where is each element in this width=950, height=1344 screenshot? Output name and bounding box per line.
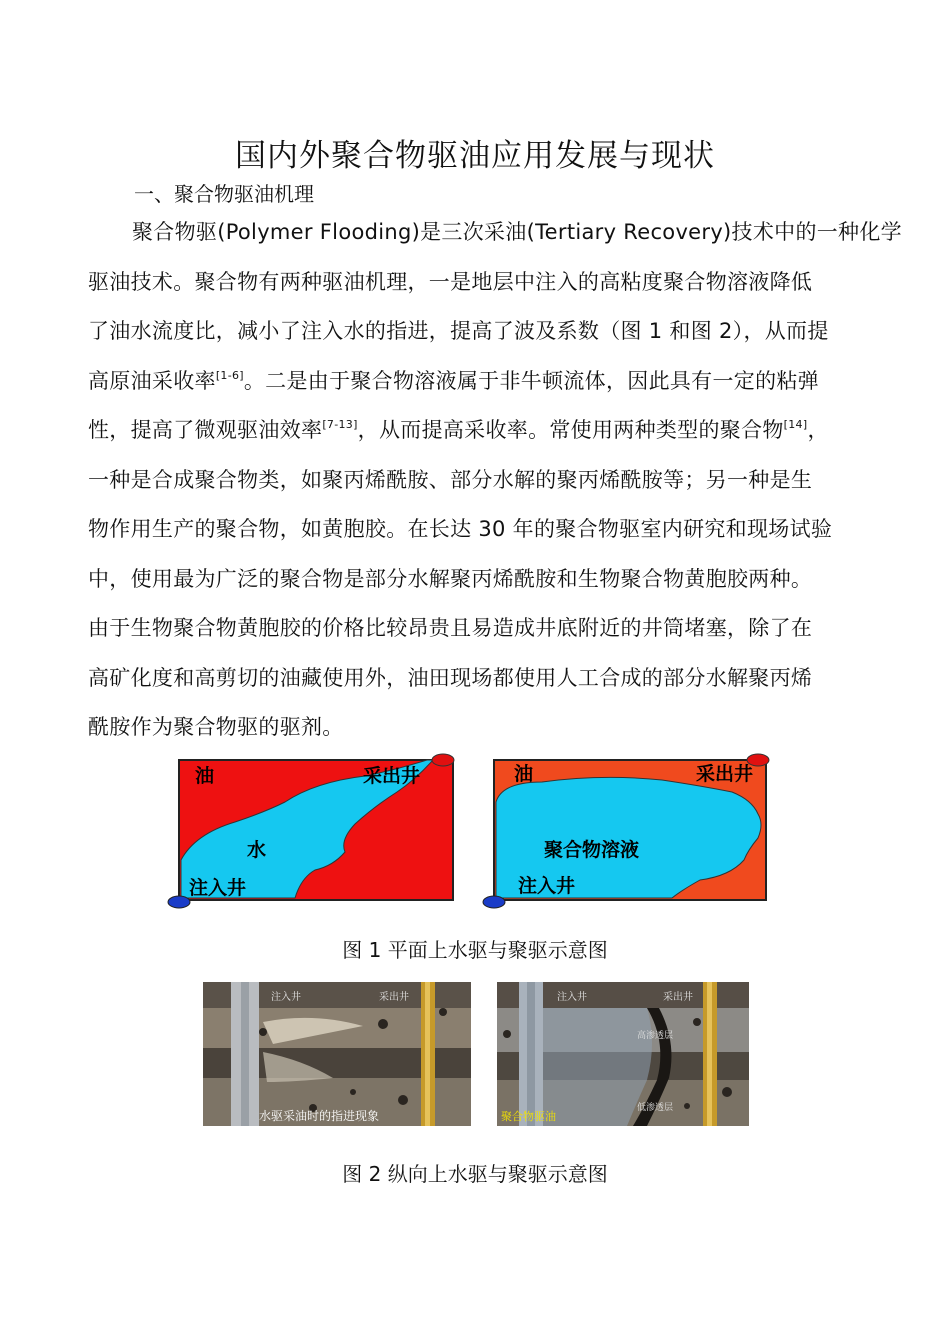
figure1-polymer-flood-diagram [482, 752, 782, 912]
photo-overlay-caption: 聚合物驱油 [501, 1110, 556, 1123]
paragraph-line-1: 聚合物驱(Polymer Flooding)是三次采油(Tertiary Recovery)技术中的一种化学 [132, 220, 902, 244]
paragraph-line-2: 驱油技术。聚合物有两种驱油机理，一是地层中注入的高粘度聚合物溶液降低 [88, 269, 813, 294]
photo-overlay-caption: 水驱采油时的指进现象 [259, 1109, 380, 1123]
citation-ref: [7-13] [322, 418, 358, 431]
label-polymer-solution: 聚合物溶液 [544, 839, 640, 861]
figure2-caption: 图 2 纵向上水驱与聚驱示意图 [342, 1162, 608, 1186]
label-injector-well: 注入井 [518, 875, 576, 897]
photo-label-high-perm-layer: 高渗透层 [637, 1031, 674, 1041]
paragraph-line-11: 酰胺作为聚合物驱的驱剂。 [88, 715, 344, 739]
section-heading: 一、聚合物驱油机理 [134, 182, 314, 206]
figure1-water-flood-diagram [165, 752, 465, 912]
figure1-caption: 图 1 平面上水驱与聚驱示意图 [342, 938, 608, 962]
paragraph-line-10: 高矿化度和高剪切的油藏使用外，油田现场都使用人工合成的部分水解聚丙烯 [88, 665, 813, 690]
paragraph-line-5: 性，提高了微观驱油效率[7-13]，从而提高采收率。常使用两种类型的聚合物[14]， [88, 418, 829, 442]
paragraph-line-8: 中，使用最为广泛的聚合物是部分水解聚丙烯酰胺和生物聚合物黄胞胶两种。 [88, 566, 813, 591]
paragraph-line-6: 一种是合成聚合物类，如聚丙烯酰胺、部分水解的聚丙烯酰胺等；另一种是生 [88, 467, 813, 492]
paragraph-line-4: 高原油采收率[1-6]。二是由于聚合物溶液属于非牛顿流体，因此具有一定的粘弹 [88, 368, 819, 393]
body-paragraph [88, 208, 902, 753]
label-injector-well: 注入井 [189, 877, 247, 899]
label-oil: 油 [195, 765, 215, 787]
photo-label-low-perm-layer: 低渗透层 [637, 1103, 674, 1113]
photo-label-injector: 注入井 [271, 992, 301, 1003]
photo-label-injector: 注入井 [557, 992, 587, 1003]
figure2-polymer-flood-photo [497, 982, 749, 1126]
citation-ref: [14] [783, 418, 808, 431]
label-water: 水 [247, 839, 267, 861]
paragraph-line-7: 物作用生产的聚合物，如黄胞胶。在长达 30 年的聚合物驱室内研究和现场试验 [88, 517, 833, 541]
figure2-water-flood-photo [203, 982, 471, 1126]
label-producer-well: 采出井 [696, 763, 754, 785]
paragraph-line-3: 了油水流度比，减小了注入水的指进，提高了波及系数（图 1 和图 2），从而提 [88, 319, 829, 343]
citation-ref: [1-6] [215, 368, 244, 382]
photo-label-producer: 采出井 [379, 992, 409, 1003]
paragraph-line-9: 由于生物聚合物黄胞胶的价格比较昂贵且易造成井底附近的井筒堵塞，除了在 [88, 616, 813, 640]
label-oil: 油 [514, 763, 534, 785]
photo-label-producer: 采出井 [663, 992, 693, 1003]
label-producer-well: 采出井 [363, 765, 421, 787]
page-title: 国内外聚合物驱油应用发展与现状 [235, 138, 715, 174]
